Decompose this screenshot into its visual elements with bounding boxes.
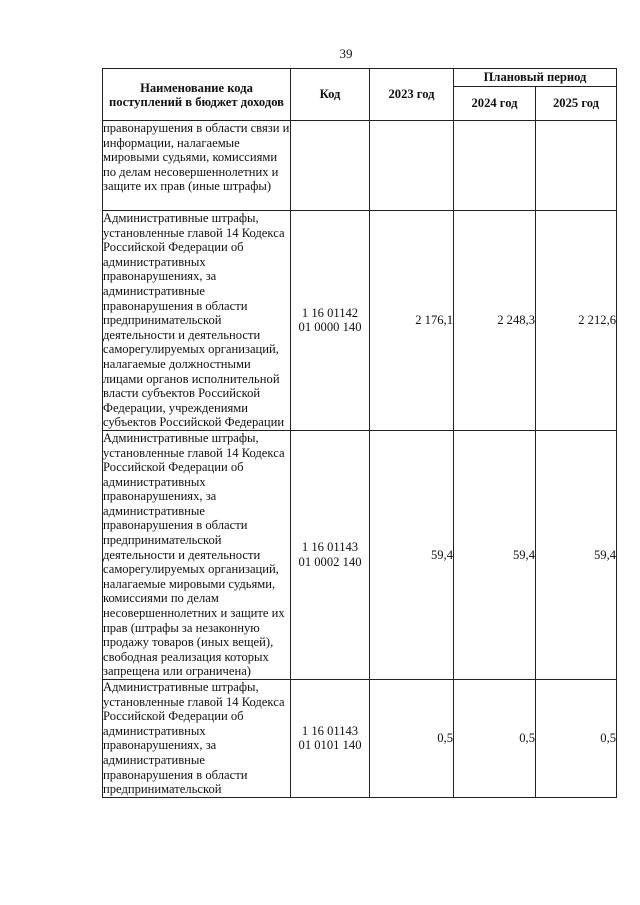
- code-line-2: 01 0002 140: [298, 554, 362, 569]
- code-line-2: 01 0101 140: [298, 738, 362, 753]
- code-line-1: 1 16 01143: [301, 540, 359, 555]
- table-row: [103, 121, 617, 211]
- header-planning-period: Плановый период: [454, 69, 617, 87]
- row-value-2023: 2 176,1: [370, 211, 454, 431]
- row-code: [291, 121, 370, 211]
- code-line-1: 1 16 01142: [301, 305, 359, 320]
- row-name: Административные штрафы, установленные главой 14 Кодекса Российской Федерации об административных правонарушениях, за административные правонарушения в области предпринимательской деятельности и деятельности саморегулируемых организаций, налагаемые мировыми судьями, комиссиями по делам несовершеннолетних и защите их прав (штрафы за незаконную продажу товаров (иных вещей), свободная реализация которых запрещена или ограничена): [103, 430, 291, 679]
- row-value-2025: 2 212,6: [536, 211, 617, 431]
- row-value-2024: 2 248,3: [454, 211, 536, 431]
- row-value-2025: [536, 121, 617, 211]
- header-name: Наименование кода поступлений в бюджет доходов: [103, 69, 291, 121]
- table-row: [103, 211, 617, 431]
- row-code: [291, 211, 370, 431]
- row-code: [291, 680, 370, 798]
- row-value-2023: 59,4: [370, 430, 454, 679]
- row-name: правонарушения в области связи и информации, налагаемые мировыми судьями, комиссиями по делам несовершеннолетних и защите их прав (иные штрафы): [103, 121, 291, 211]
- row-value-2023: 0,5: [370, 680, 454, 798]
- row-value-2024: 59,4: [454, 430, 536, 679]
- row-value-2024: [454, 121, 536, 211]
- row-value-2025: 0,5: [536, 680, 617, 798]
- header-2024: 2024 год: [454, 87, 536, 121]
- row-value-2024: 0,5: [454, 680, 536, 798]
- row-value-2023: [370, 121, 454, 211]
- code-line-1: 1 16 01143: [301, 723, 359, 738]
- row-code: [291, 430, 370, 679]
- header-2023: 2023 год: [370, 69, 454, 121]
- row-name: Административные штрафы, установленные главой 14 Кодекса Российской Федерации об административных правонарушениях, за административные правонарушения в области предпринимательской: [103, 680, 291, 798]
- row-value-2025: 59,4: [536, 430, 617, 679]
- row-name: Административные штрафы, установленные главой 14 Кодекса Российской Федерации об административных правонарушениях, за административные правонарушения в области предпринимательской деятельности и деятельности саморегулируемых организаций, налагаемые должностными лицами органов исполнительной власти субъектов Российской Федерации, учреждениями субъектов Российской Федерации: [103, 211, 291, 431]
- table-row: [103, 680, 617, 798]
- header-code: Код: [291, 69, 370, 121]
- page-number: 39: [339, 46, 353, 61]
- code-line-2: 01 0000 140: [298, 320, 362, 335]
- revenue-table: [102, 68, 617, 798]
- table-row: [103, 430, 617, 679]
- header-2025: 2025 год: [536, 87, 617, 121]
